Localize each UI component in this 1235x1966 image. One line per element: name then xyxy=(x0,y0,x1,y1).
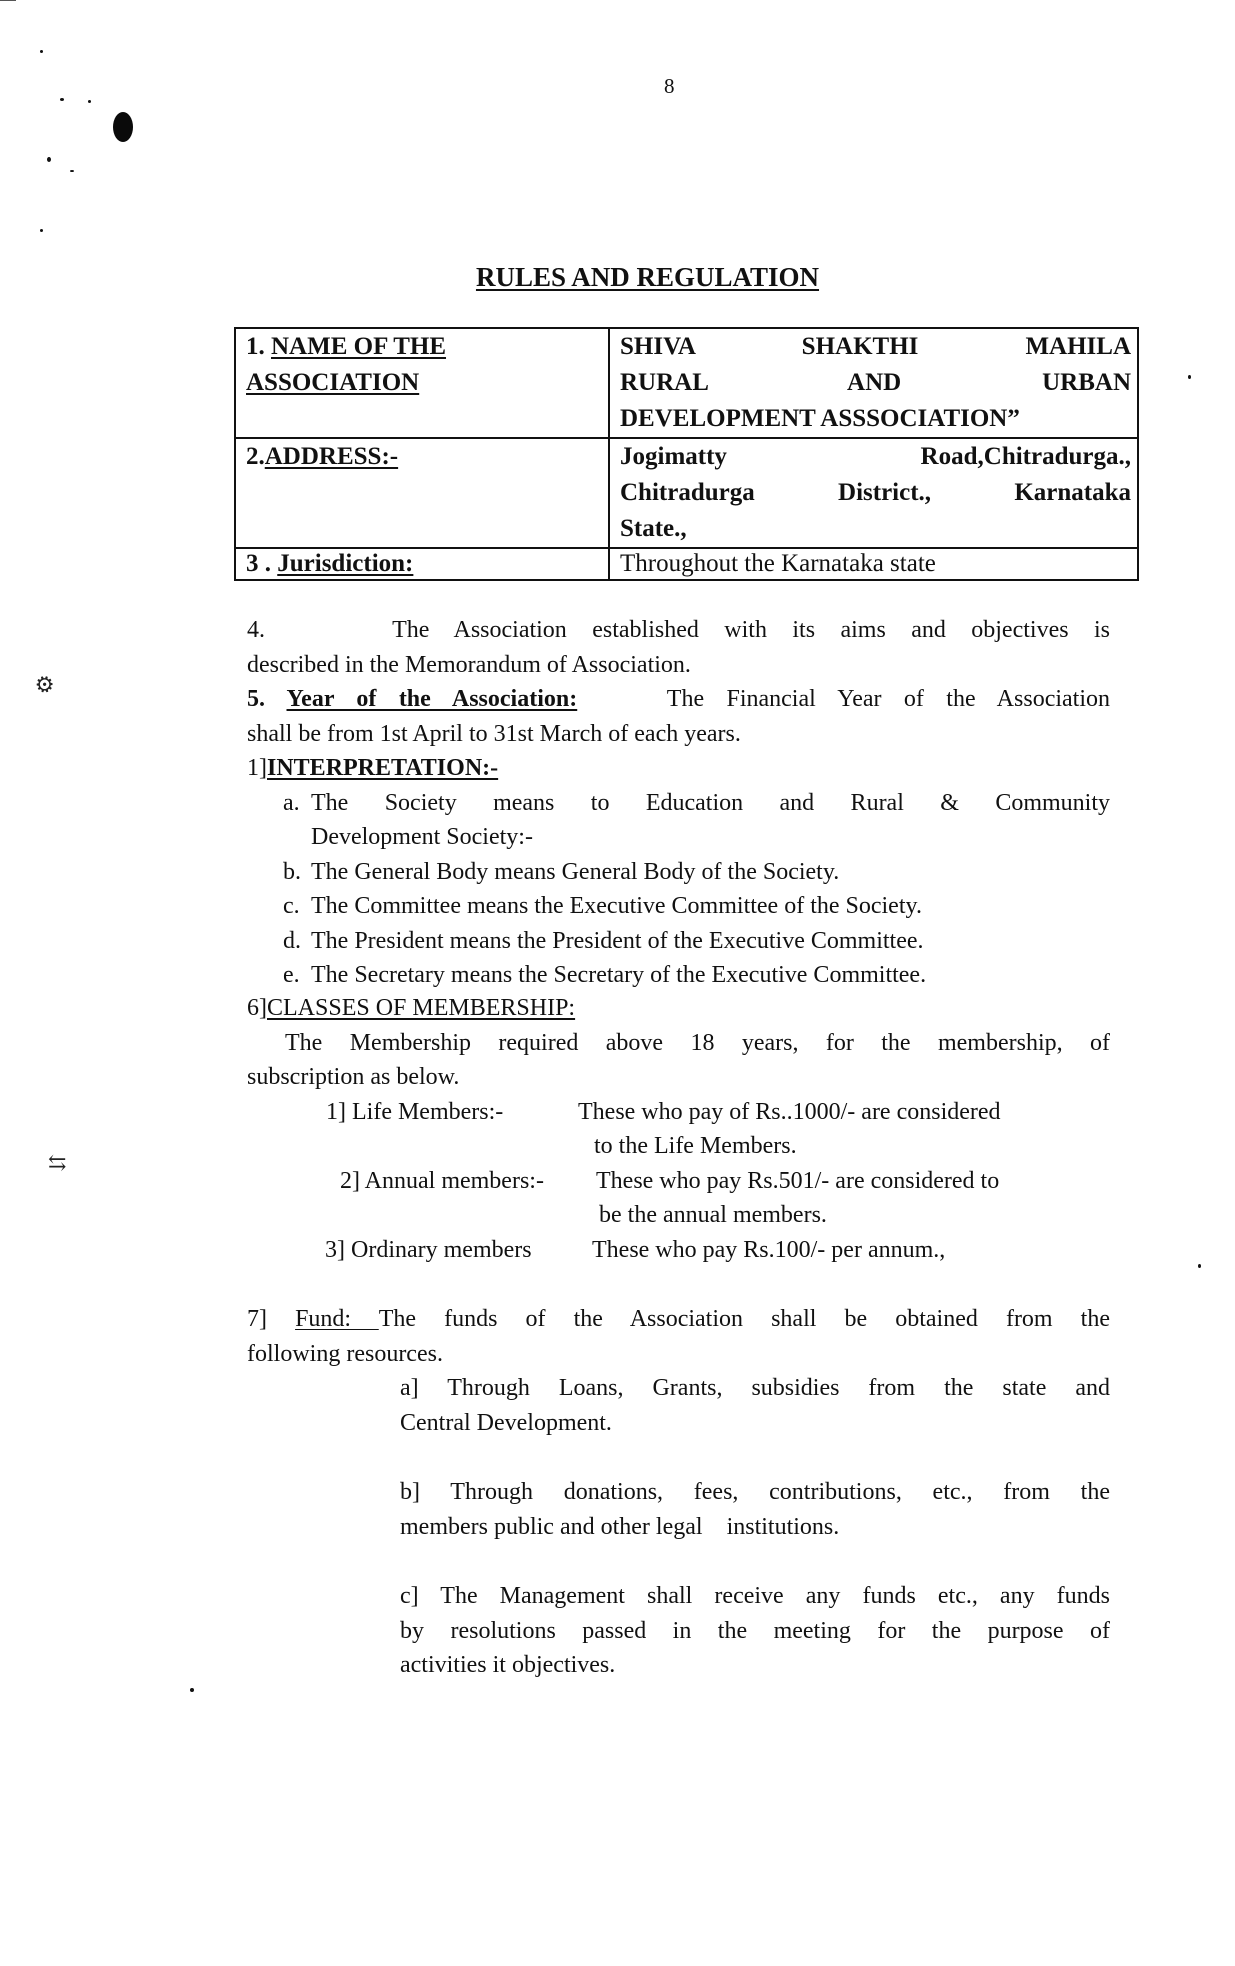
section-5-line1 xyxy=(247,682,1110,717)
item-text: The Secretary means the Secretary of the Executive Committee. xyxy=(311,962,927,988)
membership-heading: CLASSES OF MEMBERSHIP: xyxy=(267,995,576,1021)
scan-arrow-mark-icon: ⇆ xyxy=(48,1150,67,1175)
membership-class-ordinary xyxy=(247,1233,1110,1268)
section-4 xyxy=(247,613,1110,682)
class-desc: These who pay Rs.100/- per annum., xyxy=(592,1236,946,1263)
class-label: 1] Life Members:- xyxy=(326,1098,504,1125)
value-line: Jogimatty Road,Chitradurga., xyxy=(620,443,1131,470)
scan-speck xyxy=(1198,1264,1201,1268)
punch-hole-mark xyxy=(113,112,133,142)
scan-speck xyxy=(88,100,91,103)
fund-line1 xyxy=(247,1302,1110,1337)
label-cell xyxy=(235,438,609,548)
fund-source-b xyxy=(400,1475,1110,1544)
scan-smudge-icon: ⚙ xyxy=(31,669,59,700)
section-4-line: 4. The Association established with its aims and objectives is xyxy=(247,617,1110,643)
item-marker: c. xyxy=(283,893,300,919)
table-row-jurisdiction xyxy=(235,548,1138,580)
association-info-table xyxy=(234,327,1139,581)
fund-source-line: Central Development. xyxy=(400,1409,612,1436)
item-marker: b. xyxy=(283,858,301,885)
section-5-text: The Financial Year of the Association xyxy=(577,686,1110,712)
table-row-address xyxy=(235,438,1138,548)
membership-class-life-cont xyxy=(247,1129,1110,1164)
row-number: 1. xyxy=(246,333,271,360)
label-text: Jurisdiction: xyxy=(277,550,414,577)
interpretation-section xyxy=(247,751,1110,993)
section-5 xyxy=(247,682,1110,751)
scan-speck xyxy=(40,50,43,53)
value-cell xyxy=(609,438,1138,548)
scan-speck xyxy=(70,170,74,172)
membership-intro: The Membership required above 18 years, for the membership, of xyxy=(285,1029,1110,1056)
membership-number: 6] xyxy=(247,995,267,1021)
interpretation-item xyxy=(247,889,1110,924)
membership-class-life xyxy=(247,1095,1110,1130)
section-5-heading: Year of the Association: xyxy=(286,686,578,712)
scan-speck xyxy=(60,98,64,101)
fund-source-c xyxy=(400,1579,1110,1683)
label-text: ADDRESS:- xyxy=(264,443,399,470)
document-title: RULES AND REGULATION xyxy=(475,262,820,292)
item-marker: a. xyxy=(283,789,300,816)
membership-class-annual-cont xyxy=(247,1198,1110,1233)
interpretation-item xyxy=(247,924,1110,959)
value-cell xyxy=(609,548,1138,580)
class-desc: These who pay of Rs..1000/- are considered xyxy=(578,1098,1001,1125)
scan-edge-line xyxy=(0,0,16,1)
scan-speck xyxy=(190,1688,194,1692)
membership-intro-cont: subscription as below. xyxy=(247,1064,460,1090)
class-desc-cont: to the Life Members. xyxy=(594,1133,797,1159)
fund-line2: following resources. xyxy=(247,1340,443,1367)
interpretation-heading: INTERPRETATION:- xyxy=(267,755,499,781)
value-line: State., xyxy=(620,515,687,542)
fund-source-line: c] The Management shall receive any funds etc., any funds xyxy=(400,1583,1110,1609)
item-marker: d. xyxy=(283,927,301,954)
fund-source-line: a] Through Loans, Grants, subsidies from the state and xyxy=(400,1375,1110,1401)
interpretation-heading-line xyxy=(247,751,1110,786)
interpretation-number: 1] xyxy=(247,755,267,781)
label-cell xyxy=(235,548,609,580)
section-4-line: described in the Memorandum of Association. xyxy=(247,651,691,678)
value-line: Throughout the Karnataka state xyxy=(620,550,936,577)
section-5-number: 5. xyxy=(247,686,287,712)
membership-heading-line xyxy=(247,991,1110,1026)
scan-speck xyxy=(40,229,43,232)
membership-class-annual xyxy=(247,1164,1110,1199)
class-label: 3] Ordinary members xyxy=(325,1236,532,1263)
table-row-name xyxy=(235,328,1138,438)
membership-section xyxy=(247,991,1110,1267)
item-text: The President means the President of the Executive Committee. xyxy=(311,927,924,954)
fund-source-a xyxy=(400,1371,1110,1440)
label-text: NAME OF THE xyxy=(271,333,447,360)
label-cell xyxy=(235,328,609,438)
fund-source-line: activities it objectives. xyxy=(400,1652,616,1678)
item-text: The General Body means General Body of the Society. xyxy=(311,858,840,885)
scan-speck xyxy=(1188,375,1191,379)
interpretation-item xyxy=(247,958,1110,993)
item-text: The Society means to Education and Rural & Community xyxy=(311,789,1110,816)
section-5-line2: shall be from 1st April to 31st March of each years. xyxy=(247,720,741,747)
value-line: RURAL AND URBAN xyxy=(620,369,1131,396)
item-text: The Committee means the Executive Committee of the Society. xyxy=(311,893,922,919)
fund-number: 7] xyxy=(247,1306,296,1332)
value-line: SHIVA SHAKTHI MAHILA xyxy=(620,333,1131,360)
row-number: 3 . xyxy=(246,550,278,577)
fund-text: The funds of the Association shall be obtained from the xyxy=(378,1306,1110,1332)
class-desc-cont: be the annual members. xyxy=(599,1202,827,1228)
class-label: 2] Annual members:- xyxy=(340,1167,544,1194)
item-text-cont: Development Society:- xyxy=(311,824,533,850)
fund-source-line: b] Through donations, fees, contributions, etc., from the xyxy=(400,1479,1110,1505)
page-number: 8 xyxy=(664,74,675,98)
value-cell xyxy=(609,328,1138,438)
fund-source-line: by resolutions passed in the meeting for the purpose of xyxy=(400,1617,1110,1644)
interpretation-item xyxy=(247,855,1110,890)
interpretation-item xyxy=(247,786,1110,855)
value-line: DEVELOPMENT ASSSOCIATION” xyxy=(620,405,1020,432)
item-marker: e. xyxy=(283,962,300,988)
fund-heading: Fund: xyxy=(295,1306,379,1332)
row-number: 2. xyxy=(246,443,265,470)
label-text-cont: ASSOCIATION xyxy=(246,369,420,396)
value-line: Chitradurga District., Karnataka xyxy=(620,479,1131,506)
class-desc: These who pay Rs.501/- are considered to xyxy=(596,1167,1000,1194)
fund-source-line: members public and other legal institutions. xyxy=(400,1513,840,1540)
scan-speck xyxy=(47,157,51,162)
fund-section xyxy=(247,1302,1110,1371)
